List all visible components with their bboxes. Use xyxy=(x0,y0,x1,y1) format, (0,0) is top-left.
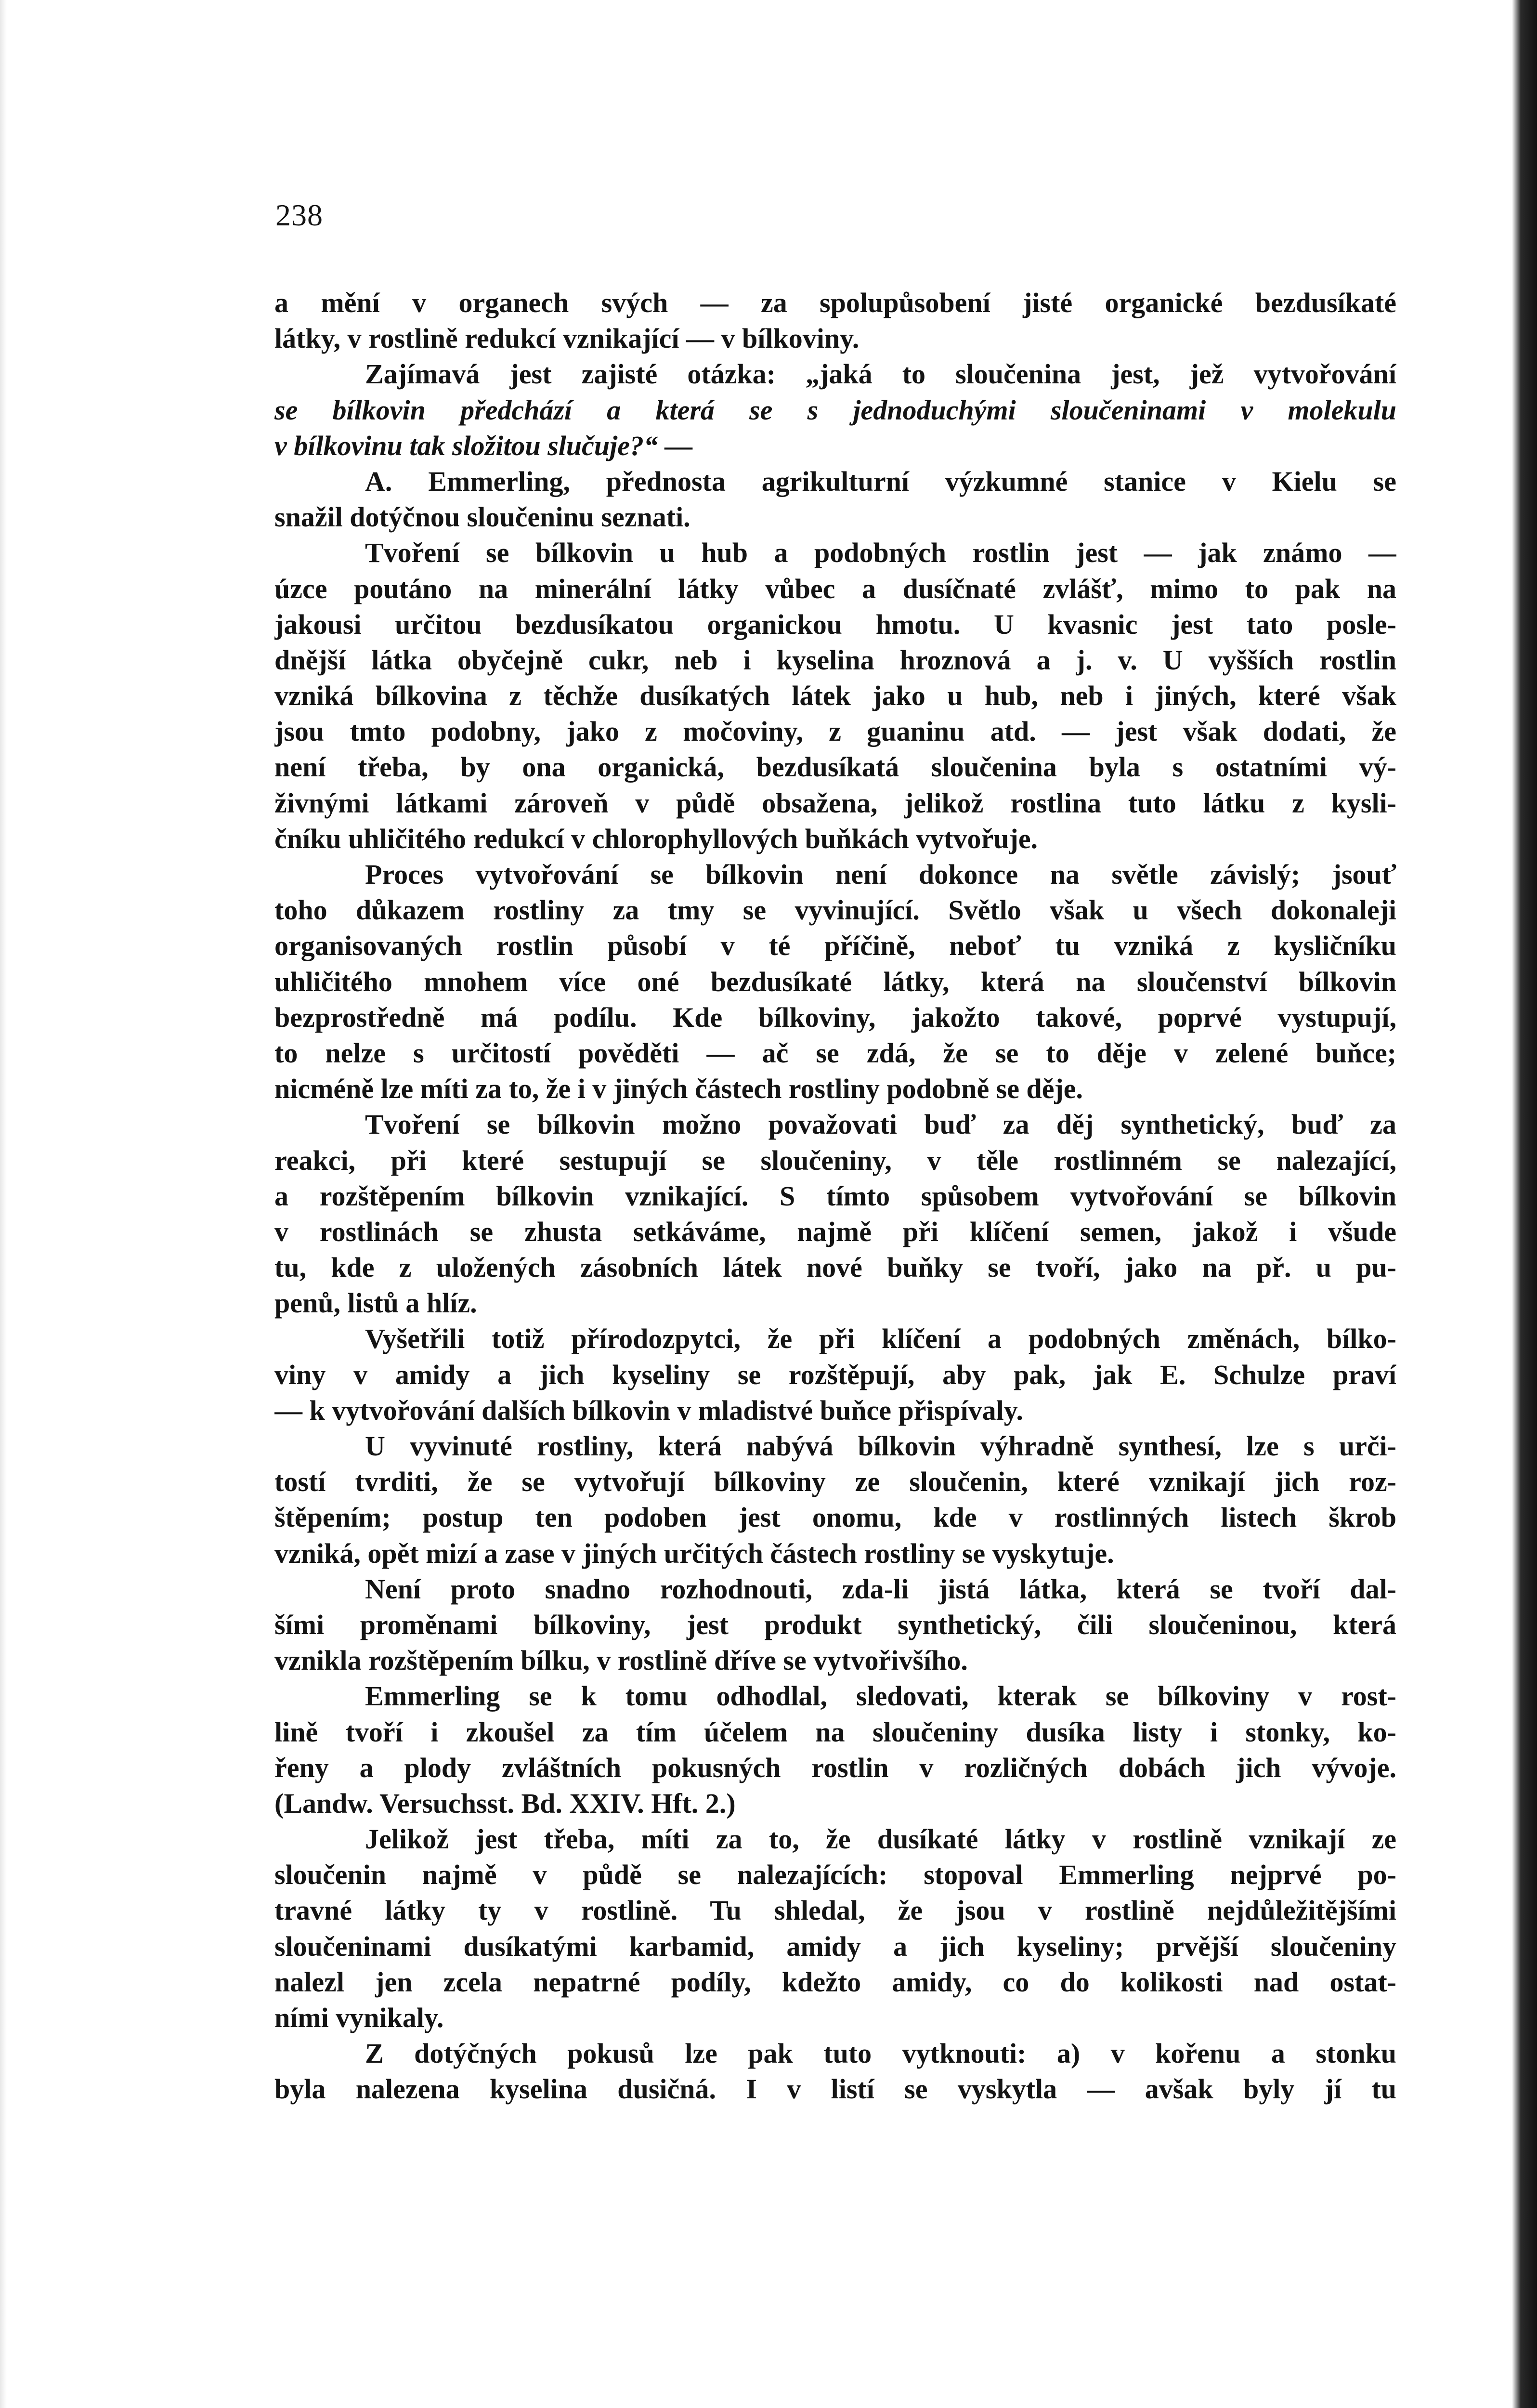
scan-edge-right xyxy=(1512,0,1537,2408)
text-line: viny v amidy a jich kyseliny se rozštěpují, aby pak, jak E. Schulze praví xyxy=(274,1359,1396,1390)
text-line: reakci, při které sestupují se sloučeniny, v těle rostlinném se nalezající, xyxy=(274,1144,1396,1176)
text-line: to nelze s určitostí pověděti — ač se zdá, že se to děje v zelené buňce; xyxy=(274,1037,1396,1069)
text-line: organisovaných rostlin působí v té příčině, neboť tu vzniká z kysličníku xyxy=(274,930,1396,962)
text-line: snažil dotýčnou sloučeninu seznati. xyxy=(274,501,690,533)
text-line: Tvoření se bílkovin možno považovati buď za děj synthetický, buď za xyxy=(365,1109,1396,1140)
text-line: toho důkazem rostliny za tmy se vyvinující. Světlo však u všech dokonaleji xyxy=(274,894,1396,926)
text-line: U vyvinuté rostliny, která nabývá bílkovin výhradně synthesí, lze s urči- xyxy=(365,1430,1396,1462)
text-line: vznikla rozštěpením bílku, v rostlině dříve se vytvořivšího. xyxy=(274,1645,968,1676)
text-line: travné látky ty v rostlině. Tu shledal, že jsou v rostlině nejdůležitějšími xyxy=(274,1895,1396,1926)
text-line: Vyšetřili totiž přírodozpytci, že při klíčení a podobných změnách, bílko- xyxy=(365,1323,1396,1355)
text-line: A. Emmerling, přednosta agrikulturní výzkumné stanice v Kielu se xyxy=(365,465,1396,497)
text-line: se bílkovin předchází a která se s jednoduchými sloučeninami v molekulu xyxy=(274,394,1396,426)
text-line: řeny a plody zvláštních pokusných rostlin v rozličných dobách jich vývoje. xyxy=(274,1752,1396,1783)
text-line: štěpením; postup ten podoben jest onomu, kde v rostlinných listech škrob xyxy=(274,1502,1396,1533)
text-line: penů, listů a hlíz. xyxy=(274,1287,477,1319)
text-line: ními vynikaly. xyxy=(274,2002,444,2033)
text-line: nalezl jen zcela nepatrné podíly, kdežto amidy, co do kolikosti nad ostat- xyxy=(274,1966,1396,1998)
text-line: (Landw. Versuchsst. Bd. XXIV. Hft. 2.) xyxy=(274,1787,736,1819)
text-line: úzce poutáno na minerální látky vůbec a dusíčnaté zvlášť, mimo to pak na xyxy=(274,573,1396,604)
text-line: tostí tvrditi, že se vytvořují bílkoviny ze sloučenin, které vznikají jich roz- xyxy=(274,1466,1396,1498)
text-line: v bílkovinu tak složitou slučuje?“ — xyxy=(274,430,693,461)
text-line: vzniká bílkovina z těchže dusíkatých látek jako u hub, neb i jiných, které však xyxy=(274,680,1396,712)
text-line: — k vytvořování dalších bílkovin v mladistvé buňce přispívaly. xyxy=(274,1394,1024,1426)
text-line: Tvoření se bílkovin u hub a podobných rostlin jest — jak známo — xyxy=(365,537,1396,569)
text-line: Jelikož jest třeba, míti za to, že dusíkaté látky v rostlině vznikají ze xyxy=(365,1823,1396,1855)
text-line: a rozštěpením bílkovin vznikající. S tímto spůsobem vytvořování se bílkovin xyxy=(274,1180,1396,1212)
text-line: Zajímavá jest zajisté otázka: „jaká to sloučenina jest, jež vytvořování xyxy=(365,358,1396,390)
text-line: není třeba, by ona organická, bezdusíkatá sloučenina byla s ostatními vý- xyxy=(274,751,1396,783)
text-line: bezprostředně má podílu. Kde bílkoviny, jakožto takové, poprvé vystupují, xyxy=(274,1001,1396,1033)
text-line: Není proto snadno rozhodnouti, zda-li jistá látka, která se tvoří dal- xyxy=(365,1573,1396,1605)
text-line: Z dotýčných pokusů lze pak tuto vytknouti: a) v kořenu a stonku xyxy=(365,2038,1396,2069)
text-line: látky, v rostlině redukcí vznikající — v bílkoviny. xyxy=(274,323,860,354)
page-number: 238 xyxy=(275,198,323,232)
text-line: byla nalezena kyselina dusičná. I v listí se vyskytla — avšak byly jí tu xyxy=(274,2073,1396,2105)
text-line: v rostlinách se zhusta setkáváme, najmě při klíčení semen, jakož i všude xyxy=(274,1216,1396,1247)
body-text xyxy=(274,285,1396,2107)
scan-edge-left xyxy=(0,0,7,2408)
text-line: vzniká, opět mizí a zase v jiných určitých částech rostliny se vyskytuje. xyxy=(274,1537,1114,1569)
text-line: živnými látkami zároveň v půdě obsažena, jelikož rostlina tuto látku z kysli- xyxy=(274,787,1396,819)
text-line: nicméně lze míti za to, že i v jiných částech rostliny podobně se děje. xyxy=(274,1073,1083,1105)
text-line: sloučeninami dusíkatými karbamid, amidy a jich kyseliny; prvější sloučeniny xyxy=(274,1930,1396,1962)
text-line: jsou tmto podobny, jako z močoviny, z guaninu atd. — jest však dodati, že xyxy=(274,716,1396,747)
text-line: uhličitého mnohem více oné bezdusíkaté látky, která na sloučenství bílkovin xyxy=(274,966,1396,997)
text-line: čníku uhličitého redukcí v chlorophyllových buňkách vytvořuje. xyxy=(274,823,1038,854)
text-line: dnější látka obyčejně cukr, neb i kyselina hroznová a j. v. U vyšších rostlin xyxy=(274,644,1396,676)
text-line: sloučenin najmě v půdě se nalezajících: stopoval Emmerling nejprvé po- xyxy=(274,1859,1396,1891)
text-line: Emmerling se k tomu odhodlal, sledovati, kterak se bílkoviny v rost- xyxy=(365,1680,1396,1712)
text-line: jakousi určitou bezdusíkatou organickou hmotu. U kvasnic jest tato posle- xyxy=(274,608,1396,640)
text-line: a mění v organech svých — za spolupůsobení jisté organické bezdusíkaté xyxy=(274,287,1396,318)
text-line: tu, kde z uložených zásobních látek nové buňky se tvoří, jako na př. u pu- xyxy=(274,1252,1396,1283)
text-line: šími proměnami bílkoviny, jest produkt synthetický, čili sloučeninou, která xyxy=(274,1609,1396,1640)
text-line: Proces vytvořování se bílkovin není dokonce na světle závislý; jsouť xyxy=(365,859,1396,890)
text-line: lině tvoří i zkoušel za tím účelem na sloučeniny dusíka listy i stonky, ko- xyxy=(274,1716,1396,1748)
